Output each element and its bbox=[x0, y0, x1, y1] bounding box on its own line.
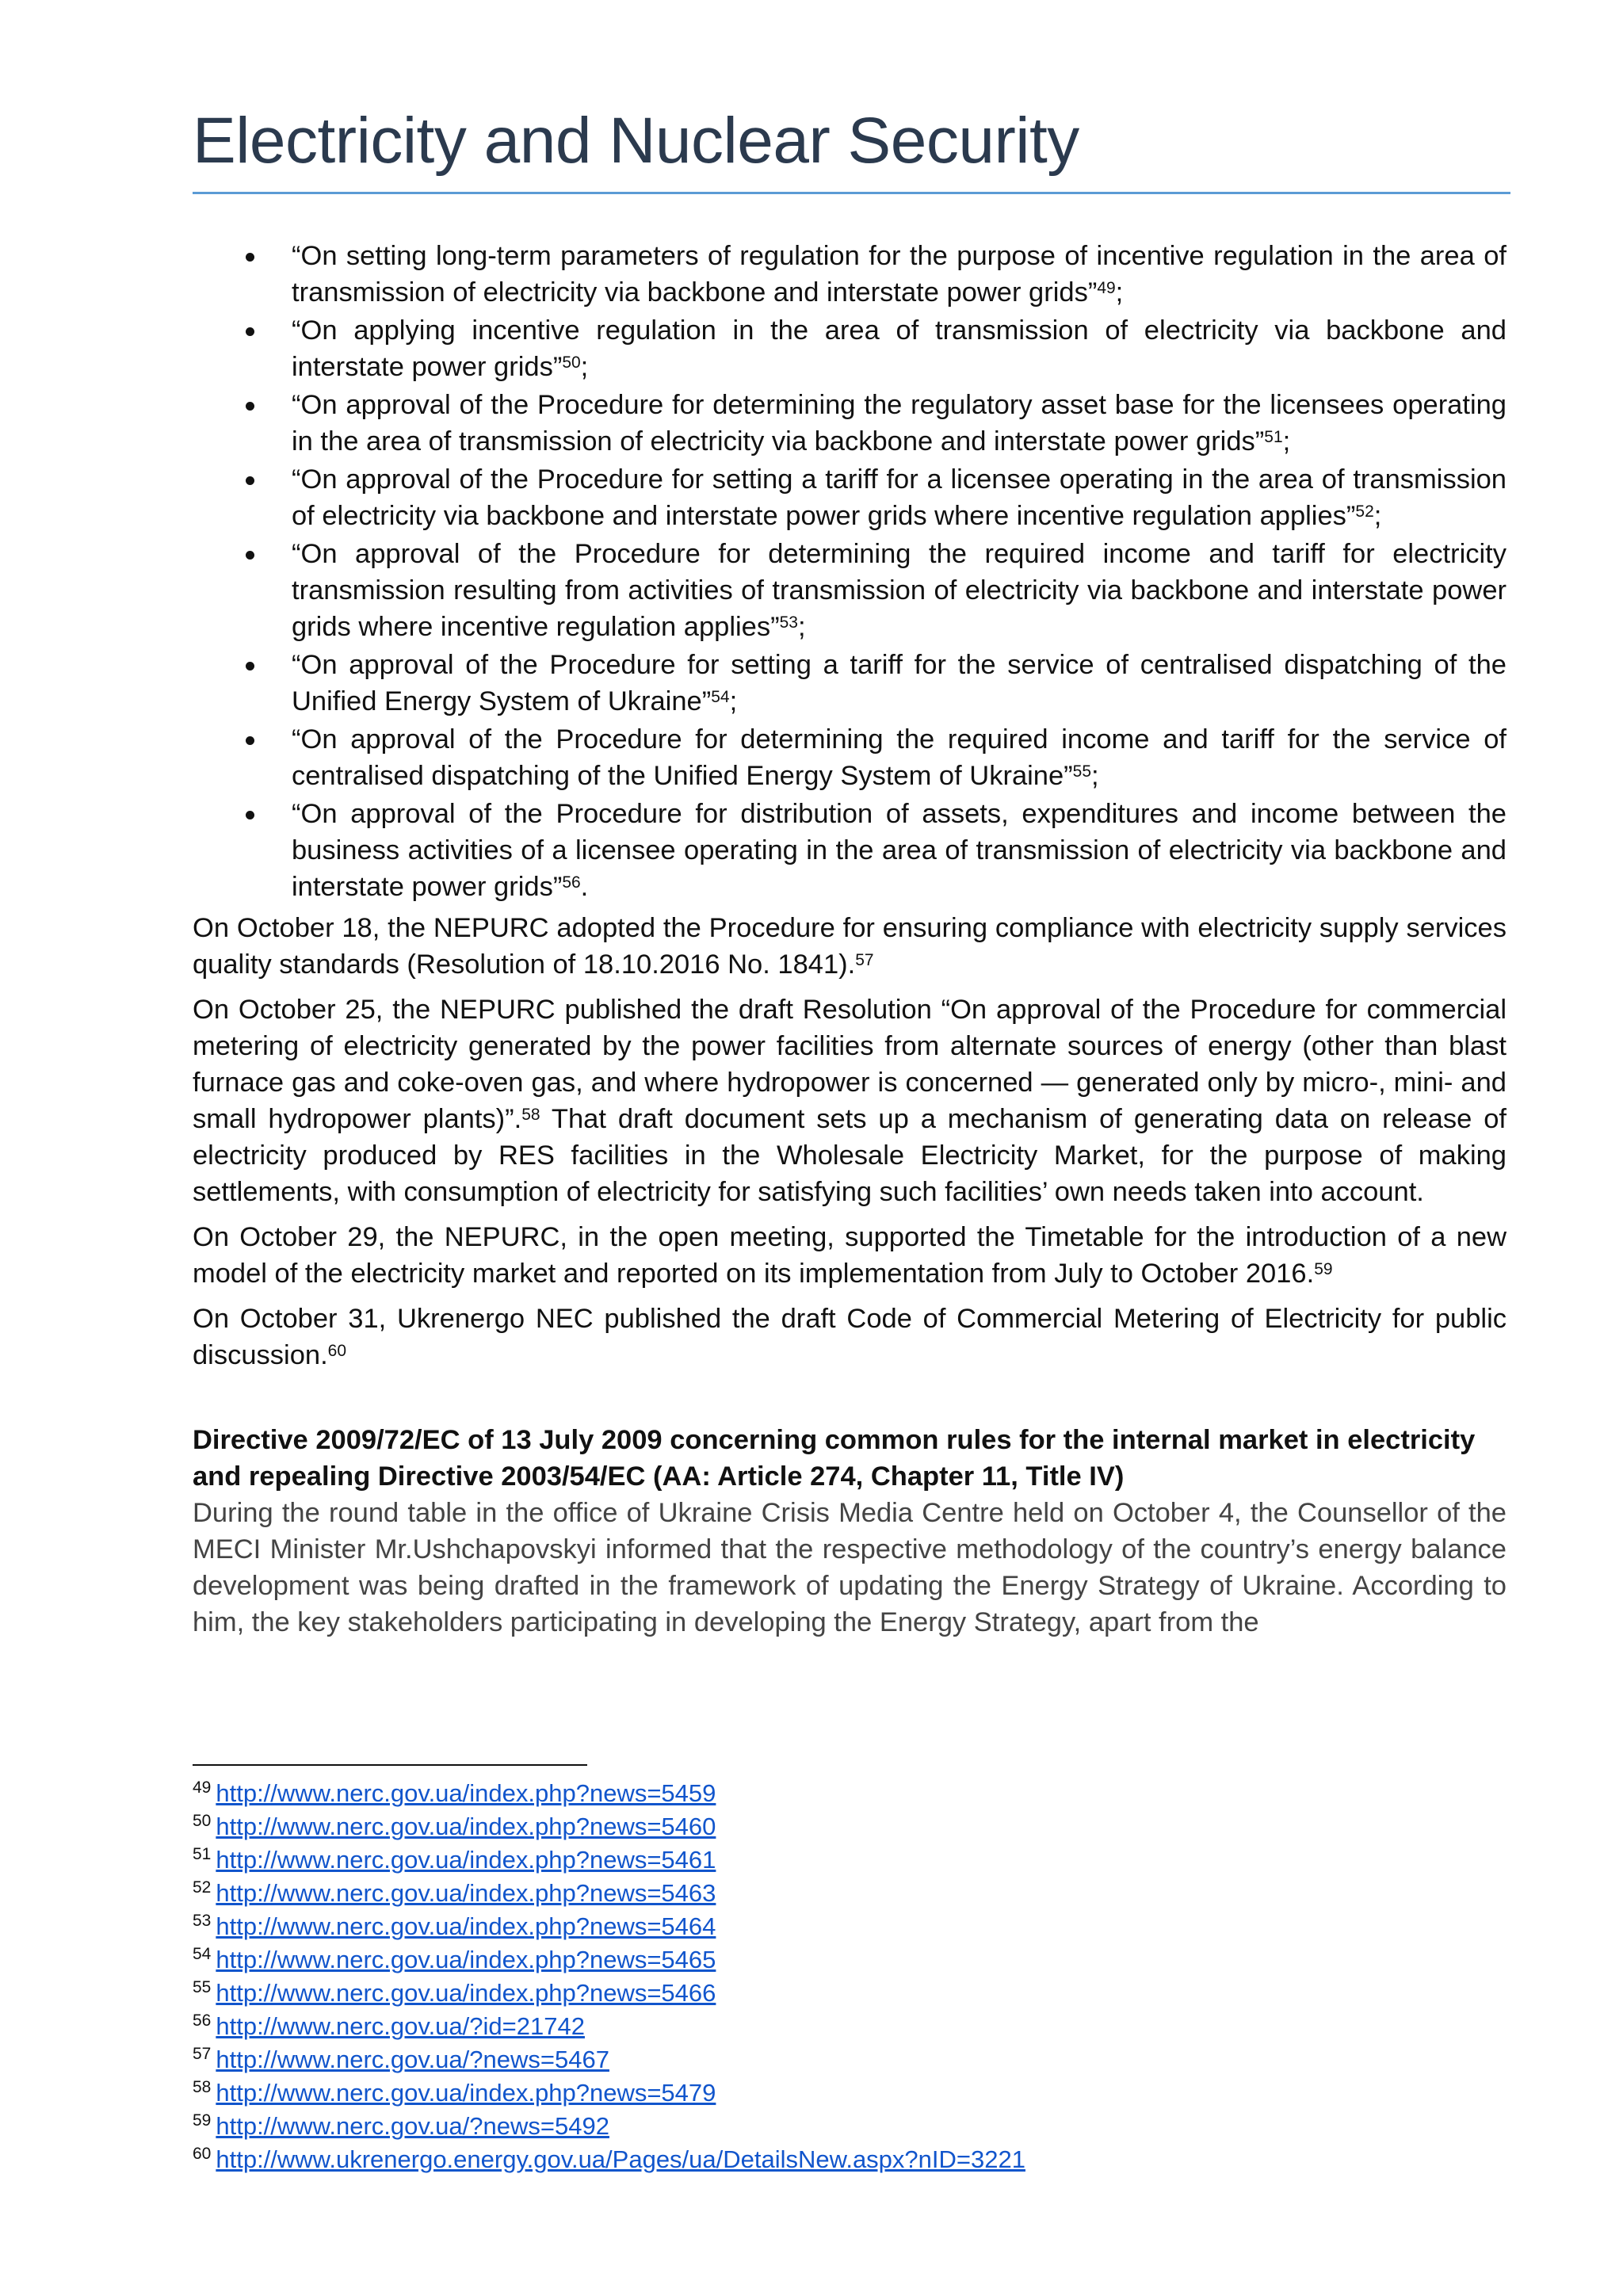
list-item bbox=[193, 461, 1507, 534]
paragraph-oct-18 bbox=[193, 910, 1507, 983]
footnote-item bbox=[193, 2010, 1500, 2043]
paragraph-text: On October 31, Ukrenergo NEC published the draft Code of Commercial Metering of Electricity for public discussion. bbox=[193, 1304, 1507, 1370]
footnote-item bbox=[193, 1777, 1500, 1810]
list-item bbox=[193, 238, 1507, 311]
list-item-text: “On setting long-term parameters of regulation for the purpose of incentive regulation in the area of transmission of electricity via backbone and interstate power grids” bbox=[292, 241, 1507, 308]
bullet-icon bbox=[246, 662, 254, 670]
bullet-icon bbox=[246, 253, 254, 262]
paragraph-oct-29 bbox=[193, 1219, 1507, 1292]
footnote-ref[interactable]: 60 bbox=[327, 1341, 347, 1360]
footnote-item bbox=[193, 2110, 1500, 2143]
list-item bbox=[193, 536, 1507, 645]
footnote-ref[interactable]: 59 bbox=[1314, 1259, 1333, 1278]
section-spacer bbox=[193, 1382, 1507, 1422]
list-item bbox=[193, 312, 1507, 385]
footnote-ref[interactable]: 57 bbox=[855, 950, 874, 969]
bullet-icon bbox=[246, 327, 254, 336]
footnote-link[interactable]: http://www.nerc.gov.ua/index.php?news=5479 bbox=[216, 2079, 716, 2107]
footnote-ref[interactable]: 49 bbox=[1097, 278, 1116, 297]
footnote-item bbox=[193, 2143, 1500, 2176]
paragraph-text: On October 29, the NEPURC, in the open meeting, supported the Timetable for the introduction of a new model of the electricity market and reported on its implementation from July to October 2016. bbox=[193, 1222, 1507, 1289]
footnote-item bbox=[193, 1843, 1500, 1877]
footnote-link[interactable]: http://www.ukrenergo.energy.gov.ua/Pages/ua/DetailsNew.aspx?nID=3221 bbox=[216, 2145, 1025, 2173]
title-underline bbox=[193, 192, 1510, 194]
footnote-ref[interactable]: 51 bbox=[1264, 427, 1283, 446]
list-item bbox=[193, 387, 1507, 460]
footnote-link[interactable]: http://www.nerc.gov.ua/index.php?news=5464 bbox=[216, 1912, 716, 1940]
footnote-number: 50 bbox=[193, 1811, 212, 1830]
footnote-item bbox=[193, 2043, 1500, 2076]
list-item-text: “On approval of the Procedure for setting a tariff for the service of centralised dispatching of the Unified Energy System of Ukraine” bbox=[292, 650, 1507, 716]
list-item-text: “On applying incentive regulation in the area of transmission of electricity via backbone and interstate power grids” bbox=[292, 315, 1507, 382]
list-item-end: ; bbox=[729, 686, 738, 716]
bullet-icon bbox=[246, 811, 254, 819]
list-item-text: “On approval of the Procedure for determining the required income and tariff for electricity transmission resulting from activities of transmission of electricity via backbone and interstate power grids where incentive regulation applies” bbox=[292, 539, 1507, 642]
footnote-ref[interactable]: 54 bbox=[711, 687, 730, 706]
footnote-link[interactable]: http://www.nerc.gov.ua/index.php?news=5461 bbox=[216, 1846, 716, 1874]
bullet-icon bbox=[246, 551, 254, 560]
footnote-number: 59 bbox=[193, 2111, 212, 2130]
footnote-separator bbox=[193, 1764, 587, 1766]
bullet-icon bbox=[246, 476, 254, 485]
list-item-end: ; bbox=[797, 612, 806, 642]
footnote-link[interactable]: http://www.nerc.gov.ua/index.php?news=5466 bbox=[216, 1979, 716, 2007]
list-item-end: . bbox=[580, 872, 589, 902]
list-item bbox=[193, 647, 1507, 720]
directive-body: During the round table in the office of Ukraine Crisis Media Centre held on October 4, the Counsellor of the MECI Minister Mr.Ushchapovskyi informed that the respective methodology of the country’s energy balance development was being drafted in the framework of updating the Energy Strategy of Ukraine. According to him, the key stakeholders participating in developing the Energy Strategy, apart from the bbox=[193, 1498, 1507, 1637]
footnote-number: 60 bbox=[193, 2144, 212, 2163]
list-item bbox=[193, 796, 1507, 905]
page-title: Electricity and Nuclear Security bbox=[193, 105, 1079, 177]
list-item-end: ; bbox=[1115, 277, 1124, 308]
footnote-item bbox=[193, 1910, 1500, 1943]
footnote-link[interactable]: http://www.nerc.gov.ua/?id=21742 bbox=[216, 2012, 585, 2040]
footnote-link[interactable]: http://www.nerc.gov.ua/index.php?news=5465 bbox=[216, 1946, 716, 1973]
bullet-icon bbox=[246, 736, 254, 745]
footnote-link[interactable]: http://www.nerc.gov.ua/?news=5467 bbox=[216, 2046, 609, 2073]
footnote-ref[interactable]: 56 bbox=[562, 873, 581, 892]
list-item-end: ; bbox=[1373, 501, 1382, 531]
footnote-item bbox=[193, 1977, 1500, 2010]
list-item-text: “On approval of the Procedure for determining the required income and tariff for the service of centralised dispatching of the Unified Energy System of Ukraine” bbox=[292, 724, 1507, 791]
footnote-number: 53 bbox=[193, 1911, 212, 1930]
footnote-number: 56 bbox=[193, 2011, 212, 2030]
footnote-number: 51 bbox=[193, 1844, 212, 1863]
paragraph-oct-25 bbox=[193, 991, 1507, 1210]
main-content bbox=[193, 238, 1507, 1641]
footnote-ref[interactable]: 50 bbox=[562, 353, 581, 372]
paragraph-text: On October 25, the NEPURC published the draft Resolution “On approval of the Procedure for commercial metering of electricity generated by the power facilities from alternate sources of energy (other than blast furnace gas and coke-oven gas, and where hydropower is concerned — generated only by micro-, mini- and small hydropower plants)”. bbox=[193, 995, 1507, 1134]
paragraph-oct-31 bbox=[193, 1301, 1507, 1373]
footnote-link[interactable]: http://www.nerc.gov.ua/index.php?news=5463 bbox=[216, 1879, 716, 1907]
footnote-ref[interactable]: 58 bbox=[521, 1105, 540, 1124]
list-item bbox=[193, 721, 1507, 794]
footnote-link[interactable]: http://www.nerc.gov.ua/index.php?news=5459 bbox=[216, 1779, 716, 1807]
footnote-item bbox=[193, 1943, 1500, 1977]
footnote-link[interactable]: http://www.nerc.gov.ua/index.php?news=5460 bbox=[216, 1813, 716, 1840]
footnote-number: 49 bbox=[193, 1778, 212, 1797]
footnote-link[interactable]: http://www.nerc.gov.ua/?news=5492 bbox=[216, 2112, 609, 2140]
footnote-number: 54 bbox=[193, 1944, 212, 1963]
footnote-item bbox=[193, 1810, 1500, 1843]
list-item-end: ; bbox=[1282, 426, 1291, 457]
footnote-ref[interactable]: 55 bbox=[1072, 762, 1092, 781]
footnote-number: 58 bbox=[193, 2077, 212, 2096]
list-item-end: ; bbox=[580, 352, 589, 382]
footnote-number: 57 bbox=[193, 2044, 212, 2063]
footnotes-list bbox=[193, 1777, 1500, 2176]
list-item-text: “On approval of the Procedure for setting a tariff for a licensee operating in the area of transmission of electricity via backbone and interstate power grids where incentive regulation applies” bbox=[292, 464, 1507, 531]
footnote-number: 52 bbox=[193, 1878, 212, 1897]
footnote-item bbox=[193, 2076, 1500, 2110]
list-item-end: ; bbox=[1091, 761, 1099, 791]
paragraph-text: On October 18, the NEPURC adopted the Procedure for ensuring compliance with electricity supply services quality standards (Resolution of 18.10.2016 No. 1841). bbox=[193, 913, 1507, 980]
paragraph-tail: That draft document sets up a mechanism of generating data on release of electricity produced by RES facilities in the Wholesale Electricity Market, for the purpose of making settlements, with consumption of electricity for satisfying such facilities’ own needs taken into account. bbox=[193, 1104, 1507, 1207]
list-item-text: “On approval of the Procedure for determining the regulatory asset base for the licensees operating in the area of transmission of electricity via backbone and interstate power grids” bbox=[292, 390, 1507, 457]
footnote-ref[interactable]: 52 bbox=[1355, 502, 1374, 521]
bullet-icon bbox=[246, 402, 254, 411]
footnote-item bbox=[193, 1877, 1500, 1910]
footnote-number: 55 bbox=[193, 1977, 212, 1996]
footnote-ref[interactable]: 53 bbox=[779, 613, 798, 632]
resolution-list bbox=[193, 238, 1507, 905]
list-item-text: “On approval of the Procedure for distribution of assets, expenditures and income between the business activities of a licensee operating in the area of transmission of electricity via backbone and interstate power grids” bbox=[292, 799, 1507, 902]
directive-heading: Directive 2009/72/EC of 13 July 2009 concerning common rules for the internal market in electricity and repealing Directive 2003/54/EC (AA: Article 274, Chapter 11, Title IV) bbox=[193, 1425, 1476, 1492]
